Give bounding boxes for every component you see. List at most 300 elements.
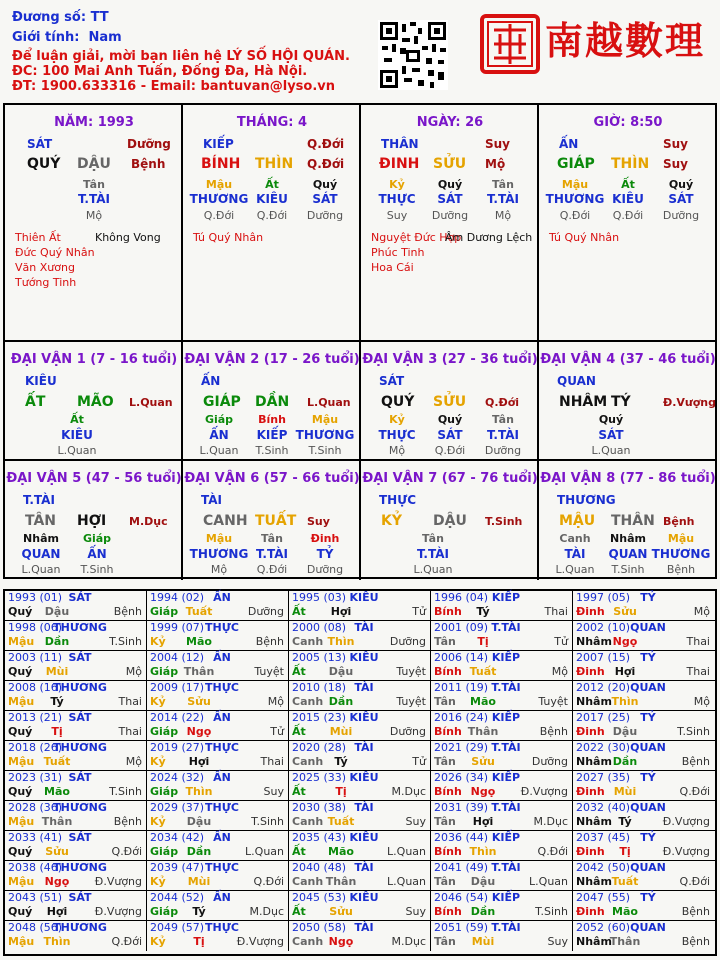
year-stage: Suy [405, 905, 426, 918]
year-label: 2038 (46) [8, 861, 63, 874]
year-god: T.TÀI [491, 741, 521, 754]
hidden-stem: Mậu [667, 532, 695, 545]
year-stem: Quý [8, 905, 33, 918]
luck-god: ẤN [201, 374, 221, 388]
pillar-branch-stage: Bệnh [131, 157, 166, 171]
year-stage: Đ.Vượng [236, 935, 284, 948]
year-god: KIẾP [491, 771, 521, 784]
pillar-stem-stage: Dưỡng [127, 137, 171, 151]
year-branch: Mão [186, 635, 212, 648]
year-branch: Mão [612, 905, 638, 918]
luck-stage: Q.Đới [485, 396, 520, 409]
year-label: 2033 (41) [8, 831, 63, 844]
year-branch: Sửu [45, 845, 69, 858]
pillar-title: THÁNG: 4 [236, 115, 308, 130]
year-label: 2050 (58) [292, 921, 347, 934]
year-cell [573, 771, 715, 801]
year-stem: Tân [434, 875, 456, 888]
year-stage: Tuyệt [538, 695, 568, 708]
pillar-branch: THÌN [611, 156, 650, 172]
year-stage: Tuyệt [396, 665, 426, 678]
luck-god: THỰC [379, 493, 417, 507]
year-branch: Hợi [614, 665, 636, 678]
year-branch: Thân [183, 665, 215, 678]
year-branch: Thìn [43, 935, 71, 948]
gender-label: Giới tính: [12, 30, 80, 45]
year-cell [431, 921, 573, 951]
year-label: 2017 (25) [576, 711, 631, 724]
luck-god: KIÊU [25, 374, 57, 388]
luck-god: SÁT [379, 374, 405, 388]
year-cell [147, 801, 289, 831]
year-god: THƯƠNG [53, 801, 107, 814]
hidden-stage: Dưỡng [484, 444, 522, 457]
year-cell [289, 651, 431, 681]
luck-stage: L.Quan [307, 396, 351, 409]
year-branch: Tý [476, 605, 490, 618]
year-stem: Đinh [576, 905, 605, 918]
year-cell [431, 711, 573, 741]
year-stage: Tử [412, 755, 426, 768]
hidden-stem: Tân [83, 178, 105, 191]
year-label: 1999 (07) [150, 621, 205, 634]
year-stage: Mộ [693, 695, 710, 708]
year-god: THƯƠNG [53, 621, 107, 634]
year-cell [431, 831, 573, 861]
hidden-stage: Mộ [85, 209, 103, 222]
year-stem: Bính [434, 845, 462, 858]
year-god: ẤN [213, 651, 231, 664]
year-god: THỰC [205, 921, 239, 934]
year-god: KIÊU [349, 891, 379, 904]
year-branch: Thân [609, 935, 641, 948]
year-stage: L.Quan [529, 875, 568, 888]
year-label: 2003 (11) [8, 651, 63, 664]
hidden-stage: Mộ [494, 209, 512, 222]
year-god: SÁT [68, 651, 92, 664]
year-stage: M.Dục [533, 815, 568, 828]
year-label: 2023 (31) [8, 771, 63, 784]
year-cell [5, 891, 147, 921]
year-god: T.TÀI [491, 681, 521, 694]
hidden-stem: Mậu [205, 178, 233, 191]
hidden-stage: Bệnh [666, 563, 696, 576]
bazi-chart [3, 103, 717, 579]
hidden-god: QUAN [608, 547, 648, 561]
year-label: 2001 (09) [434, 621, 489, 634]
year-cell [431, 741, 573, 771]
hidden-stem: Mậu [561, 178, 589, 191]
pillar-branch: SỬU [433, 156, 467, 172]
year-label: 2043 (51) [8, 891, 63, 904]
year-stem: Nhâm [576, 635, 612, 648]
hidden-stem: Tân [492, 413, 514, 426]
year-label: 1995 (03) [292, 591, 347, 604]
hidden-stem: Ất [621, 178, 635, 191]
year-label: 2018 (26) [8, 741, 63, 754]
year-stage: T.Sinh [251, 815, 284, 828]
luck-stem: MẬU [559, 513, 596, 529]
year-stage: L.Quan [245, 845, 284, 858]
star-name: Nguyệt Đức Hợp [371, 231, 462, 244]
year-stem: Mậu [8, 815, 35, 828]
pillar-stem-stage: Suy [485, 137, 511, 151]
hidden-god: SÁT [668, 192, 694, 206]
year-stem: Kỷ [150, 815, 166, 828]
year-label: 2041 (49) [434, 861, 489, 874]
year-stem: Ất [292, 665, 306, 678]
year-stage: Thai [118, 725, 142, 738]
year-cell [573, 741, 715, 771]
luck-branch: THÂN [611, 513, 655, 529]
hidden-stem: Đinh [310, 532, 340, 545]
pillar-stem-stage: Q.Đới [307, 137, 345, 151]
year-cell [5, 681, 147, 711]
year-label: 2014 (22) [150, 711, 205, 724]
year-branch: Tuất [43, 755, 71, 768]
pillar-title: NGÀY: 26 [416, 115, 484, 130]
year-cell [573, 681, 715, 711]
year-god: QUAN [630, 921, 666, 934]
year-god: KIÊU [349, 831, 379, 844]
year-god: THƯƠNG [53, 921, 107, 934]
luck-pillar-cell [539, 342, 717, 461]
year-stem: Kỷ [150, 875, 166, 888]
year-stage: T.Sinh [535, 905, 568, 918]
year-branch: Tuất [469, 665, 497, 678]
year-branch: Mão [44, 785, 70, 798]
hidden-god: ẤN [87, 547, 107, 561]
year-stem: Nhâm [576, 875, 612, 888]
year-god: QUAN [630, 621, 666, 634]
hidden-god: SÁT [437, 192, 463, 206]
year-label: 2046 (54) [434, 891, 489, 904]
year-cell [431, 861, 573, 891]
year-label: 2024 (32) [150, 771, 205, 784]
year-stage: Mộ [125, 755, 142, 768]
year-god: SÁT [68, 891, 92, 904]
year-stage: Đ.Vượng [94, 875, 142, 888]
year-stage: T.Sinh [677, 725, 710, 738]
luck-branch: TÝ [611, 394, 631, 410]
pillar-stem-god: THÂN [381, 137, 419, 151]
year-stage: L.Quan [387, 875, 426, 888]
year-label: 2020 (28) [292, 741, 347, 754]
year-god: KIÊU [349, 651, 379, 664]
year-god: QUAN [630, 861, 666, 874]
year-label: 2030 (38) [292, 801, 347, 814]
year-cell [573, 831, 715, 861]
year-label: 2035 (43) [292, 831, 347, 844]
hidden-god: THƯƠNG [189, 192, 249, 206]
year-branch: Tuất [611, 875, 639, 888]
year-cell [147, 831, 289, 861]
year-cell [147, 681, 289, 711]
year-god: THƯƠNG [53, 741, 107, 754]
hidden-stage: Q.Đới [256, 563, 288, 576]
year-stem: Canh [292, 815, 324, 828]
year-god: SÁT [68, 771, 92, 784]
year-stem: Canh [292, 635, 324, 648]
year-god: THỰC [205, 801, 239, 814]
year-cell [573, 891, 715, 921]
year-cell [431, 591, 573, 621]
year-god: KIẾP [491, 831, 521, 844]
year-branch: Dần [44, 635, 70, 648]
year-cell [431, 651, 573, 681]
hidden-stem: Mậu [311, 413, 339, 426]
year-stage: Đ.Vượng [662, 815, 710, 828]
year-stage: Dưỡng [389, 725, 426, 738]
luck-stage: Suy [307, 515, 330, 528]
year-god: TỶ [640, 651, 656, 664]
year-label: 2039 (47) [150, 861, 205, 874]
year-cell [5, 921, 147, 951]
year-stage: Tuyệt [396, 695, 426, 708]
year-branch: Tý [50, 695, 64, 708]
hidden-stem: Canh [559, 532, 591, 545]
year-stage: Q.Đới [111, 845, 142, 858]
year-stem: Ất [292, 605, 306, 618]
year-stage: Bệnh [681, 905, 710, 918]
star-name-2: Không Vong [95, 231, 161, 244]
year-branch: Mão [328, 845, 354, 858]
luck-title: ĐẠI VẬN 7 (67 - 76 tuổi) [362, 471, 538, 486]
year-label: 2005 (13) [292, 651, 347, 664]
year-branch: Mùi [187, 875, 211, 888]
luck-pillar-cell [183, 342, 361, 461]
year-branch: Thân [467, 725, 499, 738]
year-god: TỶ [640, 591, 656, 604]
gender-line [12, 30, 122, 45]
year-branch: Dần [186, 845, 212, 858]
year-god: QUAN [630, 741, 666, 754]
year-stage: Đ.Vượng [662, 845, 710, 858]
year-branch: Hợi [188, 755, 210, 768]
year-cell [289, 891, 431, 921]
seal-logo-icon [480, 14, 540, 74]
luck-branch: DẬU [433, 513, 467, 529]
luck-god: QUAN [557, 374, 596, 388]
year-stage: Bệnh [539, 725, 568, 738]
year-branch: Ngọ [44, 875, 70, 888]
year-stem: Quý [8, 785, 33, 798]
year-stage: Bệnh [113, 605, 142, 618]
hidden-god: KIÊU [612, 192, 644, 206]
year-stage: Mộ [125, 665, 142, 678]
year-god: SÁT [68, 711, 92, 724]
phone-email-line: ĐT: 1900.633316 - Email: bantuvan@lyso.vn [12, 79, 336, 94]
year-branch: Dần [328, 695, 354, 708]
year-god: T.TÀI [491, 921, 521, 934]
year-branch: Dậu [328, 665, 354, 678]
year-god: THỰC [205, 681, 239, 694]
year-stem: Bính [434, 785, 462, 798]
year-stage: Thai [118, 695, 142, 708]
header [0, 0, 720, 100]
hidden-god: T.TÀI [487, 192, 519, 206]
hidden-god: TÀI [564, 547, 586, 561]
year-branch: Tý [618, 815, 632, 828]
year-stage: Q.Đới [253, 875, 284, 888]
year-stage: M.Dục [391, 785, 426, 798]
luck-stem: NHÂM [559, 394, 608, 410]
year-stem: Đinh [576, 665, 605, 678]
year-stem: Canh [292, 695, 324, 708]
star-name: Phúc Tinh [371, 246, 425, 259]
year-stage: Mộ [693, 605, 710, 618]
hidden-god: THƯƠNG [651, 547, 711, 561]
year-god: KIẾP [491, 891, 521, 904]
hidden-god: QUAN [21, 547, 61, 561]
hidden-stage: Q.Đới [612, 209, 644, 222]
year-branch: Dậu [470, 875, 496, 888]
year-branch: Ngọ [328, 935, 354, 948]
luck-pillar-cell [361, 461, 539, 580]
year-label: 2052 (60) [576, 921, 631, 934]
year-label: 2045 (53) [292, 891, 347, 904]
year-cell [147, 591, 289, 621]
luck-title: ĐẠI VẬN 2 (17 - 26 tuổi) [184, 352, 360, 367]
year-stage: Tử [554, 635, 568, 648]
year-god: TỶ [640, 831, 656, 844]
luck-title: ĐẠI VẬN 3 (27 - 36 tuổi) [362, 352, 538, 367]
year-stem: Nhâm [576, 815, 612, 828]
year-god: TÀI [354, 681, 374, 694]
hidden-stem: Ất [265, 178, 279, 191]
hidden-stem: Giáp [204, 413, 234, 426]
year-stem: Mậu [8, 695, 35, 708]
year-stage: T.Sinh [109, 785, 142, 798]
year-branch: Tị [193, 935, 205, 948]
year-cell [431, 891, 573, 921]
year-cell [573, 621, 715, 651]
luck-pillar-cell [361, 342, 539, 461]
year-cell [431, 621, 573, 651]
year-god: ẤN [213, 591, 231, 604]
year-label: 2025 (33) [292, 771, 347, 784]
year-stage: Suy [405, 815, 426, 828]
luck-god: TÀI [201, 493, 223, 507]
year-branch: Sửu [471, 755, 495, 768]
year-branch: Thân [325, 875, 357, 888]
hidden-stem: Nhâm [23, 532, 59, 545]
pillar-branch-stage: Suy [663, 157, 689, 171]
year-branch: Tị [51, 725, 63, 738]
year-branch: Dần [470, 905, 496, 918]
hidden-god: SÁT [312, 192, 338, 206]
pillar-cell [5, 105, 183, 342]
hidden-god: TỶ [316, 547, 334, 561]
year-branch: Thìn [185, 785, 213, 798]
hidden-stage: Q.Đới [203, 209, 235, 222]
year-god: THỰC [205, 741, 239, 754]
year-branch: Thìn [469, 845, 497, 858]
year-stem: Kỷ [150, 755, 166, 768]
hidden-stage: T.Sinh [308, 444, 342, 457]
year-label: 2026 (34) [434, 771, 489, 784]
hidden-stem: Quý [668, 178, 694, 191]
year-stage: T.Sinh [109, 635, 142, 648]
year-stage: Dưỡng [531, 755, 568, 768]
gender-value: Nam [88, 30, 122, 45]
hidden-stem: Tân [492, 178, 514, 191]
year-branch: Ngọ [186, 725, 212, 738]
hidden-stage: Q.Đới [256, 209, 288, 222]
year-label: 2037 (45) [576, 831, 631, 844]
year-cell [289, 741, 431, 771]
year-stem: Tân [434, 695, 456, 708]
pillar-title: GIỜ: 8:50 [593, 115, 663, 130]
year-cell [573, 591, 715, 621]
year-stem: Kỷ [150, 635, 166, 648]
year-cell [573, 651, 715, 681]
year-branch: Dần [612, 755, 638, 768]
year-stage: Thai [544, 605, 568, 618]
hidden-stem: Bính [258, 413, 286, 426]
year-god: ẤN [213, 711, 231, 724]
luck-title: ĐẠI VẬN 1 (7 - 16 tuổi) [10, 352, 178, 367]
hidden-stage: Q.Đới [559, 209, 591, 222]
year-cell [431, 801, 573, 831]
year-stage: Q.Đới [111, 935, 142, 948]
year-label: 2012 (20) [576, 681, 631, 694]
year-stem: Tân [434, 635, 456, 648]
luck-stem: CANH [203, 513, 248, 529]
year-stage: Mộ [267, 695, 284, 708]
hidden-stem: Tân [422, 532, 444, 545]
year-stage: L.Quan [387, 845, 426, 858]
star-name: Tú Quý Nhân [549, 231, 620, 244]
year-stage: Suy [263, 785, 284, 798]
luck-title: ĐẠI VẬN 5 (47 - 56 tuổi) [6, 471, 182, 486]
year-cell [147, 771, 289, 801]
year-cell [573, 711, 715, 741]
year-stem: Nhâm [576, 695, 612, 708]
luck-stem: TÂN [25, 513, 57, 529]
pillar-branch: THÌN [255, 156, 294, 172]
hidden-stage: L.Quan [21, 563, 61, 576]
year-stage: Bệnh [681, 935, 710, 948]
pillar-stem: QUÝ [27, 156, 61, 172]
year-label: 2013 (21) [8, 711, 63, 724]
hidden-stem: Tân [261, 532, 283, 545]
hidden-stage: L.Quan [555, 563, 595, 576]
hidden-stem: Nhâm [610, 532, 646, 545]
qr-code-icon [378, 20, 448, 90]
year-god: TÀI [354, 861, 374, 874]
year-stem: Giáp [150, 905, 179, 918]
year-cell [147, 741, 289, 771]
star-name: Tướng Tinh [15, 276, 77, 289]
year-stem: Bính [434, 905, 462, 918]
year-label: 2049 (57) [150, 921, 205, 934]
hidden-god: KIÊU [61, 428, 93, 442]
year-stem: Mậu [8, 755, 35, 768]
year-stage: Mộ [551, 665, 568, 678]
star-name: Văn Xương [15, 261, 75, 274]
year-branch: Dậu [612, 725, 638, 738]
pillar-title: NĂM: 1993 [54, 115, 134, 130]
year-label: 2007 (15) [576, 651, 631, 664]
year-stem: Đinh [576, 785, 605, 798]
year-cell [289, 711, 431, 741]
luck-branch: MÃO [77, 394, 114, 410]
hidden-god: T.TÀI [487, 428, 519, 442]
year-stem: Bính [434, 605, 462, 618]
year-cell [289, 771, 431, 801]
year-label: 2032 (40) [576, 801, 631, 814]
